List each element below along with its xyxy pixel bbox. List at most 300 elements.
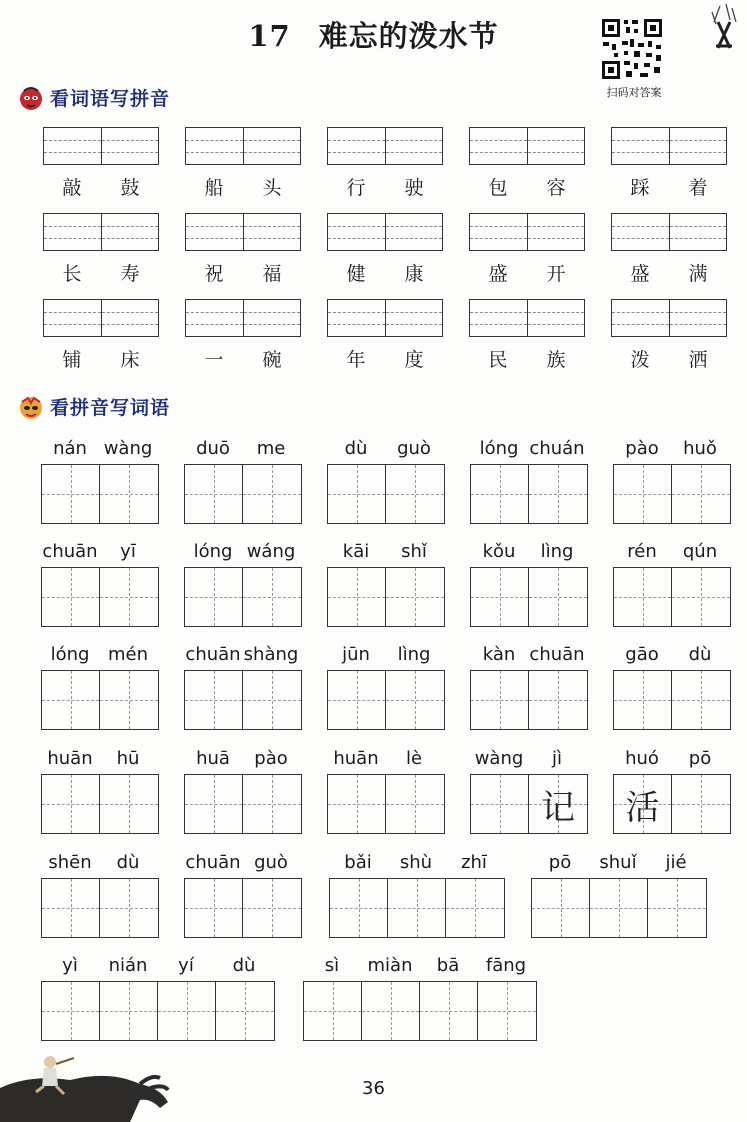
pinyin-syllable: huǒ bbox=[683, 438, 717, 459]
word-item bbox=[469, 299, 585, 372]
word-character: 踩 bbox=[630, 177, 650, 199]
character-writing-grid[interactable] bbox=[613, 670, 731, 730]
pinyin-word-item bbox=[327, 748, 445, 834]
pinyin-syllable: pō bbox=[688, 748, 712, 769]
pinyin-writing-slot[interactable] bbox=[44, 300, 102, 336]
character-writing-grid[interactable] bbox=[41, 670, 159, 730]
pinyin-answer-box[interactable] bbox=[327, 127, 443, 165]
word-character: 开 bbox=[546, 263, 566, 285]
character-cell[interactable] bbox=[471, 671, 529, 729]
pinyin-writing-slot[interactable] bbox=[186, 128, 244, 164]
pinyin-writing-slot[interactable] bbox=[528, 214, 585, 250]
pinyin-word-item bbox=[327, 438, 445, 524]
pinyin-word-item bbox=[470, 541, 588, 627]
character-cell[interactable] bbox=[614, 465, 672, 523]
pinyin-syllable: yí bbox=[178, 955, 194, 976]
pinyin-word-item bbox=[184, 852, 302, 938]
pinyin-label bbox=[470, 644, 588, 670]
character-writing-grid[interactable] bbox=[41, 567, 159, 627]
pinyin-writing-slot[interactable] bbox=[470, 128, 528, 164]
character-cell[interactable] bbox=[100, 671, 158, 729]
pinyin-writing-slot[interactable] bbox=[612, 300, 670, 336]
handwritten-character: 记 bbox=[541, 787, 575, 828]
pinyin-syllable: yì bbox=[62, 955, 78, 976]
character-writing-grid[interactable] bbox=[327, 774, 445, 834]
pinyin-syllable: kāi bbox=[342, 541, 370, 562]
opera-mask-icon bbox=[18, 394, 44, 420]
pinyin-syllable: guò bbox=[397, 438, 431, 459]
character-writing-grid[interactable] bbox=[184, 670, 302, 730]
character-cell[interactable] bbox=[243, 465, 301, 523]
character-cell[interactable] bbox=[42, 465, 100, 523]
pinyin-syllable: pào bbox=[254, 748, 288, 769]
pinyin-syllable: dù bbox=[116, 852, 140, 873]
pinyin-syllable: shuǐ bbox=[599, 852, 637, 873]
word-characters bbox=[611, 259, 727, 286]
character-cell[interactable] bbox=[42, 775, 100, 833]
pinyin-syllable: jūn bbox=[342, 644, 370, 665]
pinyin-syllable: hū bbox=[116, 748, 140, 769]
character-cell[interactable] bbox=[614, 671, 672, 729]
qr-label: 扫码对答案 bbox=[606, 86, 662, 99]
pinyin-writing-slot[interactable] bbox=[612, 128, 670, 164]
pinyin-word-item bbox=[327, 541, 445, 627]
word-character: 行 bbox=[346, 177, 366, 199]
pinyin-syllable: wáng bbox=[246, 541, 296, 562]
character-cell[interactable] bbox=[185, 568, 243, 626]
pinyin-writing-slot[interactable] bbox=[244, 300, 301, 336]
word-character: 寿 bbox=[120, 263, 140, 285]
character-cell[interactable] bbox=[672, 568, 730, 626]
pinyin-syllable: rén bbox=[627, 541, 657, 562]
character-writing-grid[interactable] bbox=[531, 878, 707, 938]
character-writing-grid[interactable] bbox=[41, 981, 275, 1041]
pinyin-writing-slot[interactable] bbox=[328, 300, 386, 336]
section-title: 看拼音写词语 bbox=[50, 397, 171, 419]
character-writing-grid[interactable] bbox=[327, 670, 445, 730]
pinyin-answer-box[interactable] bbox=[469, 299, 585, 337]
pinyin-syllable: pō bbox=[548, 852, 572, 873]
pinyin-word-item bbox=[41, 438, 159, 524]
word-character: 头 bbox=[262, 177, 282, 199]
pinyin-word-item bbox=[41, 852, 159, 938]
character-cell[interactable] bbox=[42, 982, 100, 1040]
pinyin-writing-slot[interactable] bbox=[244, 128, 301, 164]
word-item bbox=[469, 127, 585, 200]
pinyin-answer-box[interactable] bbox=[185, 299, 301, 337]
character-cell[interactable] bbox=[471, 465, 529, 523]
pinyin-writing-slot[interactable] bbox=[44, 214, 102, 250]
pinyin-label bbox=[184, 644, 302, 670]
lesson-number: 17 bbox=[248, 19, 291, 53]
character-cell[interactable] bbox=[590, 879, 648, 937]
pinyin-label bbox=[613, 541, 731, 567]
pinyin-word-item bbox=[470, 438, 588, 524]
pinyin-syllable: nán bbox=[53, 438, 87, 459]
character-writing-grid[interactable] bbox=[41, 878, 159, 938]
word-characters bbox=[469, 345, 585, 372]
pinyin-answer-box[interactable] bbox=[611, 213, 727, 251]
pinyin-label bbox=[184, 541, 302, 567]
character-cell[interactable] bbox=[100, 879, 158, 937]
pinyin-label bbox=[470, 541, 588, 567]
character-cell[interactable] bbox=[100, 775, 158, 833]
pinyin-syllable: chuān bbox=[185, 852, 241, 873]
character-writing-grid[interactable] bbox=[327, 567, 445, 627]
pinyin-writing-slot[interactable] bbox=[670, 214, 727, 250]
character-writing-grid[interactable] bbox=[613, 464, 731, 524]
character-cell[interactable] bbox=[42, 568, 100, 626]
character-cell[interactable] bbox=[420, 982, 478, 1040]
word-characters bbox=[43, 345, 159, 372]
pinyin-label bbox=[470, 438, 588, 464]
pinyin-answer-box[interactable] bbox=[327, 213, 443, 251]
word-characters bbox=[43, 259, 159, 286]
pinyin-answer-box[interactable] bbox=[43, 213, 159, 251]
character-cell[interactable] bbox=[243, 879, 301, 937]
pinyin-syllable: lìng bbox=[397, 644, 431, 665]
character-cell[interactable] bbox=[386, 568, 444, 626]
pinyin-writing-slot[interactable] bbox=[670, 300, 727, 336]
character-cell[interactable] bbox=[362, 982, 420, 1040]
section-heading-1 bbox=[18, 84, 170, 111]
pinyin-syllable: wàng bbox=[474, 748, 524, 769]
character-cell[interactable] bbox=[158, 982, 216, 1040]
pinyin-writing-slot[interactable] bbox=[186, 214, 244, 250]
pinyin-syllable: kàn bbox=[482, 644, 516, 665]
pinyin-syllable: yī bbox=[120, 541, 136, 562]
word-character: 健 bbox=[346, 263, 366, 285]
pinyin-syllable: huó bbox=[625, 748, 659, 769]
character-cell[interactable] bbox=[446, 879, 504, 937]
character-writing-grid[interactable] bbox=[184, 567, 302, 627]
pinyin-answer-box[interactable] bbox=[327, 299, 443, 337]
character-cell[interactable] bbox=[185, 879, 243, 937]
pinyin-writing-slot[interactable] bbox=[186, 300, 244, 336]
pinyin-word-item bbox=[613, 541, 731, 627]
pinyin-syllable: me bbox=[256, 438, 286, 459]
pinyin-syllable: lìng bbox=[540, 541, 574, 562]
pinyin-label bbox=[41, 644, 159, 670]
pinyin-writing-slot[interactable] bbox=[102, 214, 159, 250]
pinyin-syllable: pào bbox=[625, 438, 659, 459]
pinyin-syllable: dù bbox=[688, 644, 712, 665]
word-item bbox=[185, 299, 301, 372]
word-item bbox=[469, 213, 585, 286]
character-writing-grid[interactable] bbox=[470, 464, 588, 524]
word-character: 床 bbox=[120, 349, 140, 371]
character-writing-grid[interactable] bbox=[184, 464, 302, 524]
character-cell[interactable] bbox=[529, 465, 587, 523]
character-cell[interactable] bbox=[529, 775, 587, 833]
pinyin-writing-slot[interactable] bbox=[44, 128, 102, 164]
pinyin-word-item bbox=[41, 955, 275, 1041]
word-item bbox=[327, 213, 443, 286]
pinyin-syllable: guò bbox=[254, 852, 288, 873]
character-cell[interactable] bbox=[243, 568, 301, 626]
word-character: 敲 bbox=[62, 177, 82, 199]
word-character: 洒 bbox=[688, 349, 708, 371]
character-cell[interactable] bbox=[243, 671, 301, 729]
character-cell[interactable] bbox=[614, 568, 672, 626]
pinyin-syllable: lè bbox=[405, 748, 423, 769]
word-item bbox=[611, 127, 727, 200]
word-character: 盛 bbox=[630, 263, 650, 285]
character-writing-grid[interactable] bbox=[470, 670, 588, 730]
character-cell[interactable] bbox=[100, 568, 158, 626]
character-writing-grid[interactable] bbox=[327, 464, 445, 524]
word-characters bbox=[469, 259, 585, 286]
character-cell[interactable] bbox=[185, 775, 243, 833]
character-writing-grid[interactable] bbox=[184, 774, 302, 834]
pinyin-word-item bbox=[613, 438, 731, 524]
pinyin-syllable: chuān bbox=[42, 541, 98, 562]
pinyin-word-item bbox=[531, 852, 707, 938]
pinyin-label bbox=[613, 644, 731, 670]
pinyin-syllable: zhī bbox=[461, 852, 487, 873]
pinyin-writing-slot[interactable] bbox=[328, 214, 386, 250]
character-cell[interactable] bbox=[100, 465, 158, 523]
word-character: 长 bbox=[62, 263, 82, 285]
word-characters bbox=[611, 345, 727, 372]
pinyin-writing-slot[interactable] bbox=[102, 300, 159, 336]
word-character: 族 bbox=[546, 349, 566, 371]
pinyin-writing-slot[interactable] bbox=[102, 128, 159, 164]
character-cell[interactable] bbox=[243, 775, 301, 833]
pinyin-label bbox=[184, 748, 302, 774]
character-writing-grid[interactable] bbox=[41, 464, 159, 524]
pinyin-writing-slot[interactable] bbox=[470, 214, 528, 250]
character-cell[interactable] bbox=[648, 879, 706, 937]
pinyin-label bbox=[613, 438, 731, 464]
pinyin-syllable: sì bbox=[324, 955, 340, 976]
word-item bbox=[327, 127, 443, 200]
pinyin-syllable: dù bbox=[232, 955, 256, 976]
pinyin-syllable: shàng bbox=[243, 644, 299, 665]
pinyin-word-item bbox=[184, 644, 302, 730]
word-character: 康 bbox=[404, 263, 424, 285]
character-cell[interactable] bbox=[100, 982, 158, 1040]
word-character: 年 bbox=[346, 349, 366, 371]
handwritten-character: 活 bbox=[625, 787, 660, 828]
word-characters bbox=[327, 173, 443, 200]
character-cell[interactable] bbox=[328, 671, 386, 729]
word-characters bbox=[185, 259, 301, 286]
character-writing-grid[interactable] bbox=[613, 567, 731, 627]
character-cell[interactable] bbox=[478, 982, 536, 1040]
pinyin-answer-box[interactable] bbox=[611, 127, 727, 165]
word-character: 碗 bbox=[262, 349, 282, 371]
pinyin-word-item bbox=[329, 852, 505, 938]
pinyin-writing-slot[interactable] bbox=[528, 300, 585, 336]
character-cell[interactable] bbox=[328, 465, 386, 523]
lesson-title: 难忘的泼水节 bbox=[318, 19, 499, 53]
pinyin-syllable: chuān bbox=[529, 644, 585, 665]
pinyin-word-item bbox=[470, 748, 588, 834]
pinyin-label bbox=[327, 541, 445, 567]
character-cell[interactable] bbox=[386, 671, 444, 729]
pinyin-label bbox=[327, 644, 445, 670]
pinyin-syllable: fāng bbox=[485, 955, 527, 976]
word-characters bbox=[327, 259, 443, 286]
character-cell[interactable] bbox=[672, 465, 730, 523]
pinyin-syllable: bǎi bbox=[344, 852, 372, 873]
character-cell[interactable] bbox=[529, 568, 587, 626]
pinyin-label bbox=[41, 852, 159, 878]
word-character: 容 bbox=[546, 177, 566, 199]
word-item bbox=[611, 213, 727, 286]
character-cell[interactable] bbox=[328, 568, 386, 626]
pinyin-writing-slot[interactable] bbox=[244, 214, 301, 250]
word-characters bbox=[43, 173, 159, 200]
pinyin-writing-slot[interactable] bbox=[470, 300, 528, 336]
character-cell[interactable] bbox=[532, 879, 590, 937]
pinyin-writing-slot[interactable] bbox=[386, 128, 443, 164]
pinyin-syllable: chuán bbox=[529, 438, 585, 459]
pinyin-word-item bbox=[327, 644, 445, 730]
pinyin-word-item bbox=[613, 748, 731, 834]
character-cell[interactable] bbox=[388, 879, 446, 937]
word-character: 驶 bbox=[404, 177, 424, 199]
character-writing-grid[interactable] bbox=[329, 878, 505, 938]
word-character: 鼓 bbox=[120, 177, 140, 199]
pinyin-answer-box[interactable] bbox=[611, 299, 727, 337]
pinyin-answer-box[interactable] bbox=[185, 127, 301, 165]
pinyin-label bbox=[303, 955, 537, 981]
pinyin-syllable: lóng bbox=[50, 644, 90, 665]
character-cell[interactable] bbox=[330, 879, 388, 937]
word-item bbox=[43, 127, 159, 200]
character-cell[interactable] bbox=[529, 671, 587, 729]
character-cell[interactable] bbox=[614, 775, 672, 833]
character-writing-grid[interactable] bbox=[470, 567, 588, 627]
pinyin-answer-box[interactable] bbox=[469, 213, 585, 251]
pinyin-syllable: nián bbox=[108, 955, 148, 976]
pinyin-label bbox=[470, 748, 588, 774]
pinyin-syllable: huān bbox=[47, 748, 93, 769]
word-characters bbox=[327, 345, 443, 372]
character-cell[interactable] bbox=[386, 775, 444, 833]
pinyin-word-item bbox=[184, 748, 302, 834]
pinyin-answer-box[interactable] bbox=[185, 213, 301, 251]
qr-code-icon[interactable] bbox=[600, 17, 664, 81]
section-heading-2 bbox=[18, 393, 170, 420]
character-writing-grid[interactable] bbox=[303, 981, 537, 1041]
pinyin-writing-slot[interactable] bbox=[386, 214, 443, 250]
pinyin-syllable: dù bbox=[344, 438, 368, 459]
pinyin-word-item bbox=[184, 438, 302, 524]
pinyin-syllable: bā bbox=[436, 955, 460, 976]
character-writing-grid[interactable] bbox=[184, 878, 302, 938]
character-cell[interactable] bbox=[185, 465, 243, 523]
pinyin-word-item bbox=[41, 541, 159, 627]
pinyin-syllable: mén bbox=[107, 644, 149, 665]
word-character: 着 bbox=[688, 177, 708, 199]
pinyin-word-item bbox=[184, 541, 302, 627]
pinyin-syllable: chuān bbox=[185, 644, 241, 665]
pinyin-word-item bbox=[470, 644, 588, 730]
word-character: 民 bbox=[488, 349, 508, 371]
pinyin-writing-slot[interactable] bbox=[528, 128, 585, 164]
pinyin-syllable: qún bbox=[682, 541, 718, 562]
pinyin-label bbox=[531, 852, 707, 878]
pinyin-syllable: jì bbox=[551, 748, 562, 769]
pinyin-syllable: kǒu bbox=[482, 541, 516, 562]
character-cell[interactable] bbox=[42, 671, 100, 729]
word-item bbox=[185, 213, 301, 286]
pinyin-syllable: lóng bbox=[479, 438, 519, 459]
word-character: 泼 bbox=[630, 349, 650, 371]
character-cell[interactable] bbox=[471, 568, 529, 626]
pinyin-word-item bbox=[303, 955, 537, 1041]
pinyin-syllable: lóng bbox=[193, 541, 233, 562]
pinyin-syllable: gāo bbox=[625, 644, 659, 665]
scissors-tree-decoration-icon bbox=[700, 2, 745, 50]
word-item bbox=[611, 299, 727, 372]
character-cell[interactable] bbox=[672, 671, 730, 729]
pinyin-writing-slot[interactable] bbox=[612, 214, 670, 250]
character-cell[interactable] bbox=[328, 775, 386, 833]
character-cell[interactable] bbox=[42, 879, 100, 937]
word-item bbox=[327, 299, 443, 372]
pinyin-writing-slot[interactable] bbox=[670, 128, 727, 164]
character-cell[interactable] bbox=[471, 775, 529, 833]
pinyin-writing-slot[interactable] bbox=[328, 128, 386, 164]
word-character: 满 bbox=[688, 263, 708, 285]
pinyin-word-item bbox=[613, 644, 731, 730]
word-character: 铺 bbox=[62, 349, 82, 371]
pinyin-syllable: jié bbox=[665, 852, 687, 873]
word-character: 度 bbox=[404, 349, 424, 371]
word-item bbox=[185, 127, 301, 200]
character-cell[interactable] bbox=[672, 775, 730, 833]
pinyin-answer-box[interactable] bbox=[469, 127, 585, 165]
pinyin-label bbox=[613, 748, 731, 774]
character-cell[interactable] bbox=[304, 982, 362, 1040]
word-character: 船 bbox=[204, 177, 224, 199]
page-number: 36 bbox=[362, 1078, 385, 1099]
word-characters bbox=[611, 173, 727, 200]
word-character: 盛 bbox=[488, 263, 508, 285]
pinyin-syllable: huān bbox=[333, 748, 379, 769]
pinyin-answer-box[interactable] bbox=[43, 127, 159, 165]
pinyin-label bbox=[41, 955, 275, 981]
word-characters bbox=[185, 173, 301, 200]
character-writing-grid[interactable] bbox=[613, 774, 731, 834]
word-item bbox=[43, 213, 159, 286]
word-character: 福 bbox=[262, 263, 282, 285]
pinyin-syllable: duō bbox=[196, 438, 230, 459]
pinyin-writing-slot[interactable] bbox=[386, 300, 443, 336]
word-character: 包 bbox=[488, 177, 508, 199]
character-cell[interactable] bbox=[386, 465, 444, 523]
character-writing-grid[interactable] bbox=[470, 774, 588, 834]
character-writing-grid[interactable] bbox=[41, 774, 159, 834]
pinyin-label bbox=[184, 852, 302, 878]
character-cell[interactable] bbox=[216, 982, 274, 1040]
character-cell[interactable] bbox=[185, 671, 243, 729]
pinyin-label bbox=[327, 438, 445, 464]
pinyin-syllable: huā bbox=[196, 748, 230, 769]
pinyin-answer-box[interactable] bbox=[43, 299, 159, 337]
word-character: 祝 bbox=[204, 263, 224, 285]
word-characters bbox=[469, 173, 585, 200]
pinyin-label bbox=[41, 541, 159, 567]
pinyin-label bbox=[329, 852, 505, 878]
pinyin-word-item bbox=[41, 644, 159, 730]
pinyin-syllable: shù bbox=[399, 852, 433, 873]
section-title: 看词语写拼音 bbox=[50, 88, 171, 110]
